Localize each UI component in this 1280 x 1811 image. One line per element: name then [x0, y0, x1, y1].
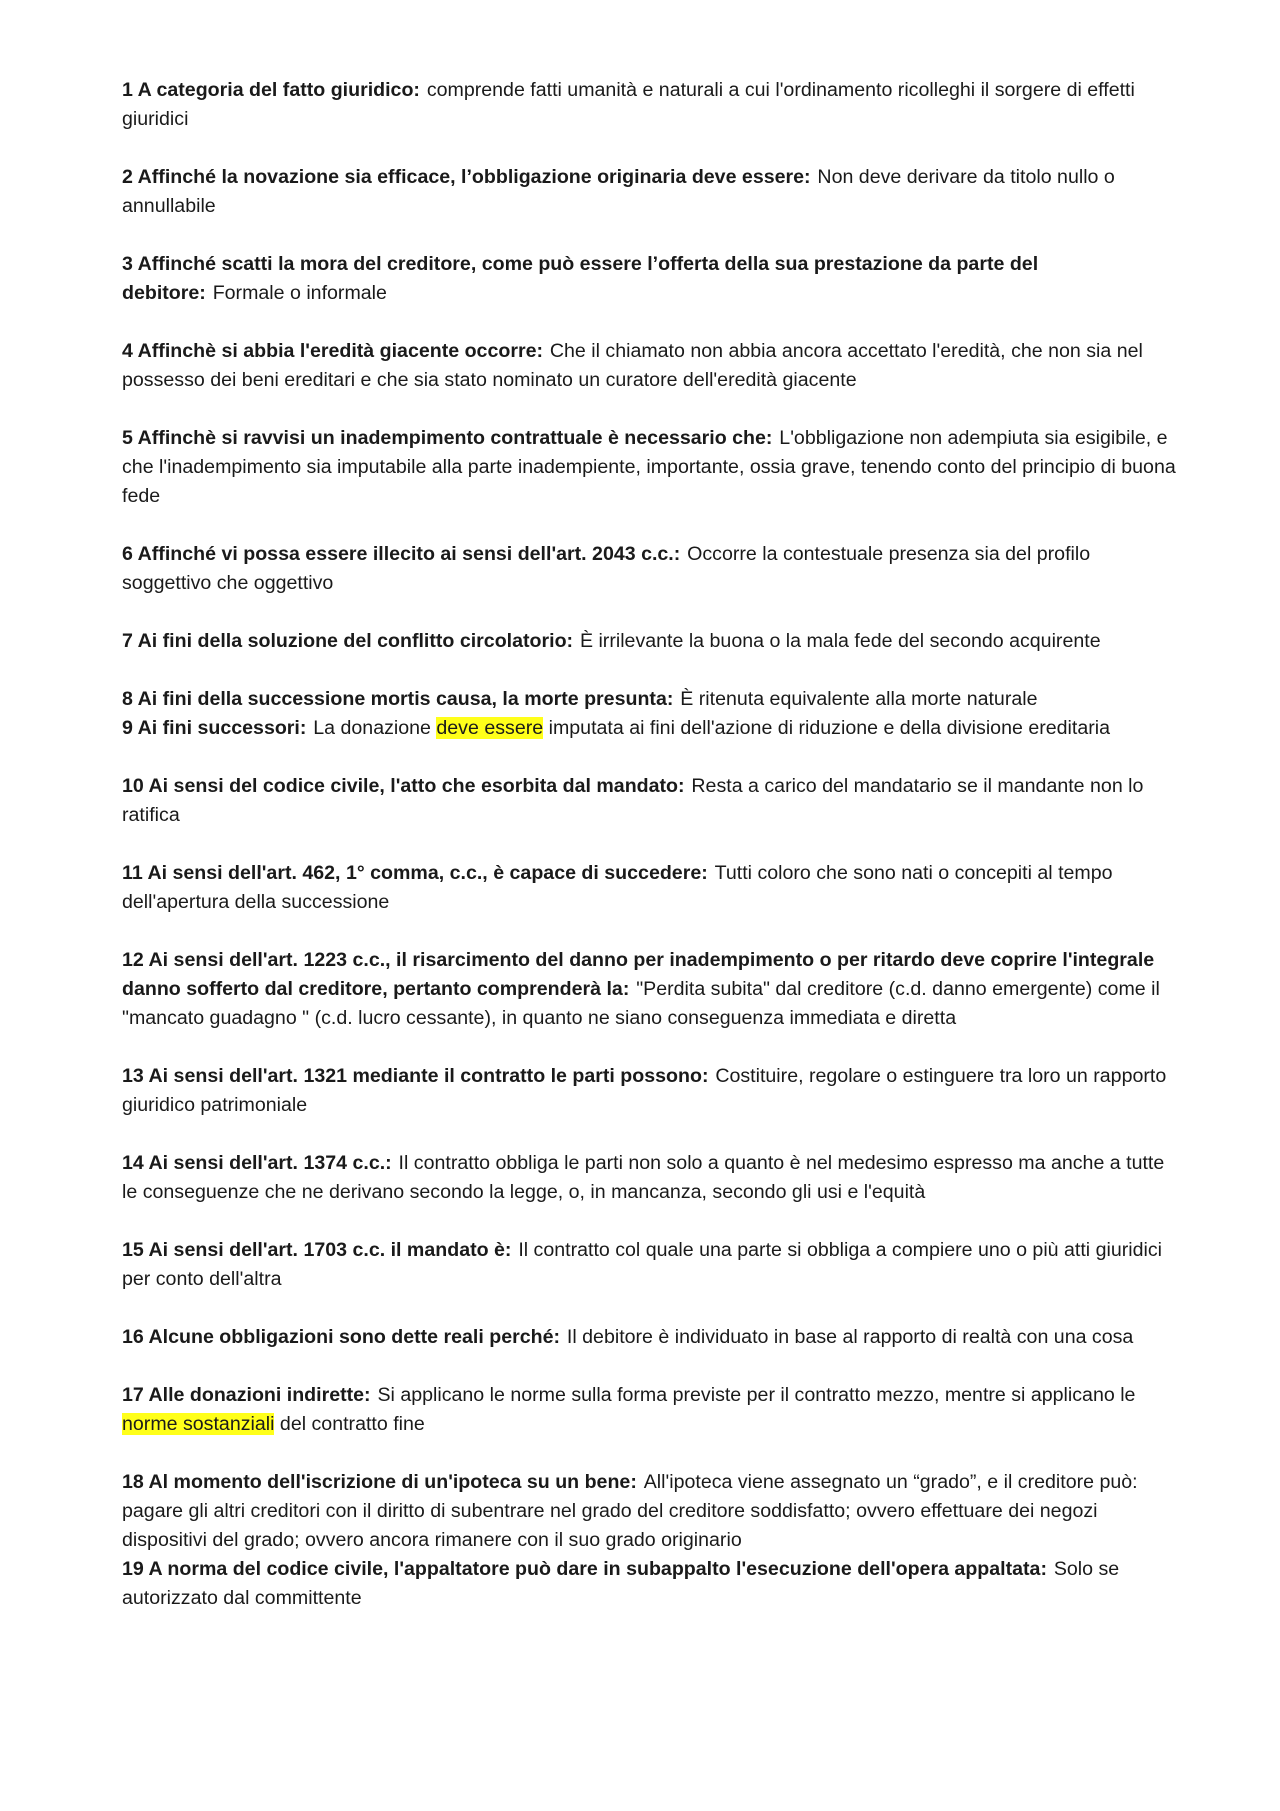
list-item: [122, 859, 1182, 917]
list-item: [122, 163, 1182, 221]
answer: Solo se autorizzato dal committente: [122, 1558, 1120, 1609]
question: 10 Ai sensi del codice civile, l'atto che esorbita dal mandato:: [122, 775, 685, 797]
list-item: [122, 627, 1182, 656]
answer: Non deve derivare da titolo nullo o annullabile: [122, 166, 1115, 217]
answer: La donazione: [313, 717, 431, 739]
question: 18 Al momento dell'iscrizione di un'ipoteca su un bene:: [122, 1471, 637, 1493]
answer: Si applicano le norme sulla forma previste per il contratto mezzo, mentre si applicano le: [377, 1384, 1136, 1406]
answer: Tutti coloro che sono nati o concepiti al tempo dell'apertura della successione: [122, 862, 1113, 913]
list-item: [122, 1149, 1182, 1207]
question: 14 Ai sensi dell'art. 1374 c.c.:: [122, 1152, 392, 1174]
question: 1 A categoria del fatto giuridico:: [122, 79, 420, 101]
highlighted-text: norme sostanziali: [122, 1413, 275, 1435]
answer: Formale o informale: [212, 282, 387, 304]
question: 9 Ai fini successori:: [122, 717, 307, 739]
answer: Occorre la contestuale presenza sia del profilo soggettivo che oggettivo: [122, 543, 1091, 594]
question: 4 Affinchè si abbia l'eredità giacente occorre:: [122, 340, 543, 362]
question: 5 Affinchè si ravvisi un inadempimento contrattuale è necessario che:: [122, 427, 773, 449]
question: 15 Ai sensi dell'art. 1703 c.c. il mandato è:: [122, 1239, 512, 1261]
answer: È ritenuta equivalente alla morte naturale: [680, 688, 1038, 710]
list-item: [122, 76, 1182, 134]
question: 7 Ai fini della soluzione del conflitto circolatorio:: [122, 630, 574, 652]
list-item: [122, 1323, 1182, 1352]
list-item: [122, 424, 1182, 511]
question: 16 Alcune obbligazioni sono dette reali perché:: [122, 1326, 561, 1348]
answer: "Perdita subita" dal creditore (c.d. danno emergente) come il "mancato guadagno " (c.d. lucro cessante), in quanto ne siano conseguenza immediata e diretta: [122, 978, 1160, 1029]
question: 12 Ai sensi dell'art. 1223 c.c., il risarcimento del danno per inadempimento o per ritardo deve coprire l'integrale danno sofferto dal creditore, pertanto comprenderà la:: [122, 949, 1155, 1000]
question: 19 A norma del codice civile, l'appaltatore può dare in subappalto l'esecuzione dell'opera appaltata:: [122, 1558, 1047, 1580]
answer: Costituire, regolare o estinguere tra loro un rapporto giuridico patrimoniale: [122, 1065, 1167, 1116]
question: 13 Ai sensi dell'art. 1321 mediante il contratto le parti possono:: [122, 1065, 709, 1087]
list-item: [122, 1381, 1182, 1439]
question: 8 Ai fini della successione mortis causa, la morte presunta:: [122, 688, 674, 710]
list-item: [122, 1555, 1182, 1613]
answer: È irrilevante la buona o la mala fede del secondo acquirente: [579, 630, 1101, 652]
list-item: [122, 946, 1182, 1033]
answer: Il debitore è individuato in base al rapporto di realtà con una cosa: [566, 1326, 1134, 1348]
question: 6 Affinché vi possa essere illecito ai sensi dell'art. 2043 c.c.:: [122, 543, 681, 565]
list-item: [122, 1062, 1182, 1120]
answer: Che il chiamato non abbia ancora accettato l'eredità, che non sia nel possesso dei beni ereditari e che sia stato nominato un curatore dell'eredità giacente: [122, 340, 1143, 391]
answer: Resta a carico del mandatario se il mandante non lo ratifica: [122, 775, 1144, 826]
answer: comprende fatti umanità e naturali a cui l'ordinamento ricolleghi il sorgere di effetti giuridici: [122, 79, 1135, 130]
list-item: [122, 337, 1182, 395]
list-item: [122, 250, 1182, 308]
list-item: [122, 1468, 1182, 1555]
answer: L'obbligazione non adempiuta sia esigibile, e che l'inadempimento sia imputabile alla parte inadempiente, importante, ossia grave, tenendo conto del principio di buona fede: [122, 427, 1176, 507]
question: 17 Alle donazioni indirette:: [122, 1384, 371, 1406]
answer: Il contratto obbliga le parti non solo a quanto è nel medesimo espresso ma anche a tutte le conseguenze che ne derivano secondo la legge, o, in mancanza, secondo gli usi e l'equità: [122, 1152, 1165, 1203]
list-item: [122, 685, 1182, 714]
list-item: [122, 1236, 1182, 1294]
list-item: [122, 772, 1182, 830]
question: 2 Affinché la novazione sia efficace, l’obbligazione originaria deve essere:: [122, 166, 811, 188]
document-page: [122, 76, 1182, 1642]
answer-continued: imputata ai fini dell'azione di riduzione e della divisione ereditaria: [548, 717, 1111, 739]
list-item: [122, 540, 1182, 598]
question: 3 Affinché scatti la mora del creditore, come può essere l’offerta della sua prestazione da parte del debitore:: [122, 253, 1039, 304]
answer: All'ipoteca viene assegnato un “grado”, e il creditore può: pagare gli altri creditori con il diritto di subentrare nel grado del creditore soddisfatto; ovvero effettuare dei negozi dispositivi del grado; ovvero ancora rimanere con il suo grado originario: [122, 1471, 1138, 1551]
answer-continued: del contratto fine: [279, 1413, 425, 1435]
answer: Il contratto col quale una parte si obbliga a compiere uno o più atti giuridici per conto dell'altra: [122, 1239, 1163, 1290]
question: 11 Ai sensi dell'art. 462, 1° comma, c.c., è capace di succedere:: [122, 862, 708, 884]
highlighted-text: deve essere: [436, 717, 544, 739]
list-item: [122, 714, 1182, 743]
